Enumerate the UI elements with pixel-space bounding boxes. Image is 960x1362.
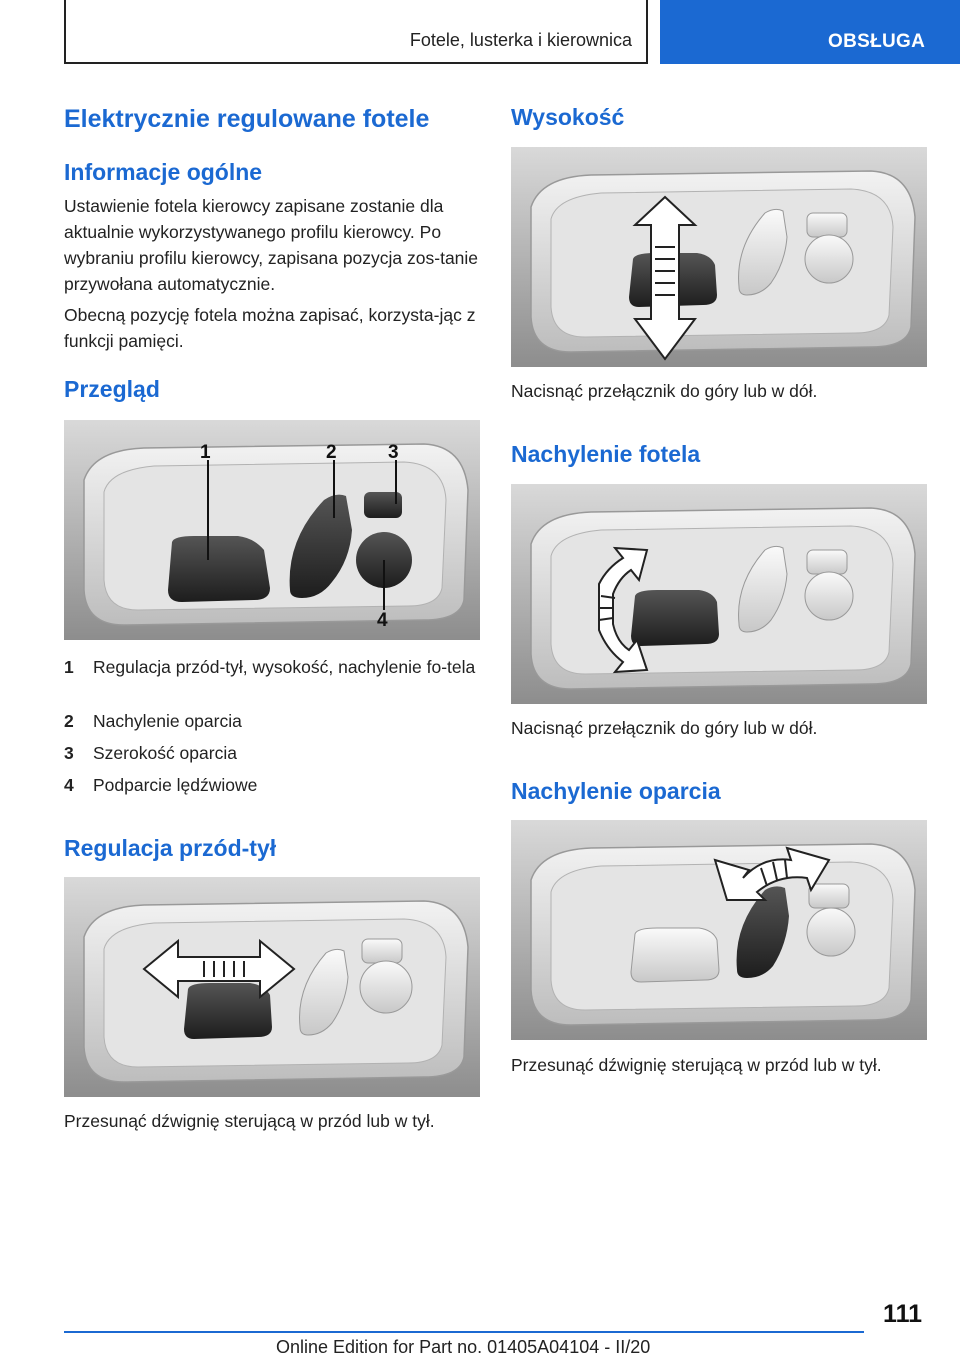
seat-tilt-figure (511, 484, 927, 704)
height-figure (511, 147, 927, 367)
legend-item (64, 708, 480, 734)
legend-number: 3 (64, 743, 74, 763)
overview-label-4: 4 (377, 610, 388, 631)
legend-text: Szerokość oparcia (93, 743, 237, 763)
backrest-tilt-caption: Przesunąć dźwignię sterującą w przód lub w tył. (511, 1055, 882, 1075)
legend-item (64, 740, 480, 766)
legend-number: 4 (64, 775, 74, 795)
legend-text: Regulacja przód-tył, wysokość, nachylenie fo-tela (93, 657, 476, 677)
legend-text: Nachylenie oparcia (93, 711, 242, 731)
main-heading: Elektrycznie regulowane fotele (64, 105, 430, 133)
legend-item (64, 772, 480, 798)
header-section-box (64, 0, 648, 64)
overview-label-2: 2 (326, 442, 337, 463)
overview-label-1: 1 (200, 442, 211, 463)
section-title: Fotele, lusterka i kierownica (409, 30, 632, 50)
chapter-tab[interactable] (660, 0, 960, 64)
legend-text: Podparcie lędźwiowe (93, 775, 258, 795)
backrest-tilt-figure (511, 820, 927, 1040)
general-info-heading: Informacje ogólne (64, 159, 263, 185)
overview-figure (64, 420, 480, 640)
footer-edition-text: Online Edition for Part no. 01405A04104 - II/20 (276, 1337, 651, 1357)
fore-aft-heading: Regulacja przód-tył (64, 835, 277, 861)
legend-number: 1 (64, 657, 74, 677)
height-heading: Wysokość (511, 104, 625, 130)
overview-label-3: 3 (388, 442, 399, 463)
backrest-tilt-heading: Nachylenie oparcia (511, 778, 721, 804)
general-info-paragraph-2: Obecną pozycję fotela można zapisać, korzysta-jąc z funkcji pamięci. (64, 305, 476, 351)
footer-divider (64, 1331, 864, 1333)
legend-item (64, 654, 480, 706)
overview-heading: Przegląd (64, 376, 160, 402)
page-number: 111 (883, 1300, 922, 1328)
fore-aft-caption: Przesunąć dźwignię sterującą w przód lub w tył. (64, 1111, 435, 1131)
seat-tilt-caption: Nacisnąć przełącznik do góry lub w dół. (511, 718, 818, 738)
fore-aft-figure (64, 877, 480, 1097)
chapter-tab-label: OBSŁUGA (828, 31, 926, 52)
height-caption: Nacisnąć przełącznik do góry lub w dół. (511, 381, 818, 401)
general-info-paragraph-1: Ustawienie fotela kierowcy zapisane zostanie dla aktualnie wykorzystywanego profilu kierowcy. Po wybraniu profilu kierowcy, zapisana pozycja zos-tanie przywołana automatycznie. (64, 196, 479, 294)
legend-number: 2 (64, 711, 74, 731)
seat-tilt-heading: Nachylenie fotela (511, 441, 701, 467)
